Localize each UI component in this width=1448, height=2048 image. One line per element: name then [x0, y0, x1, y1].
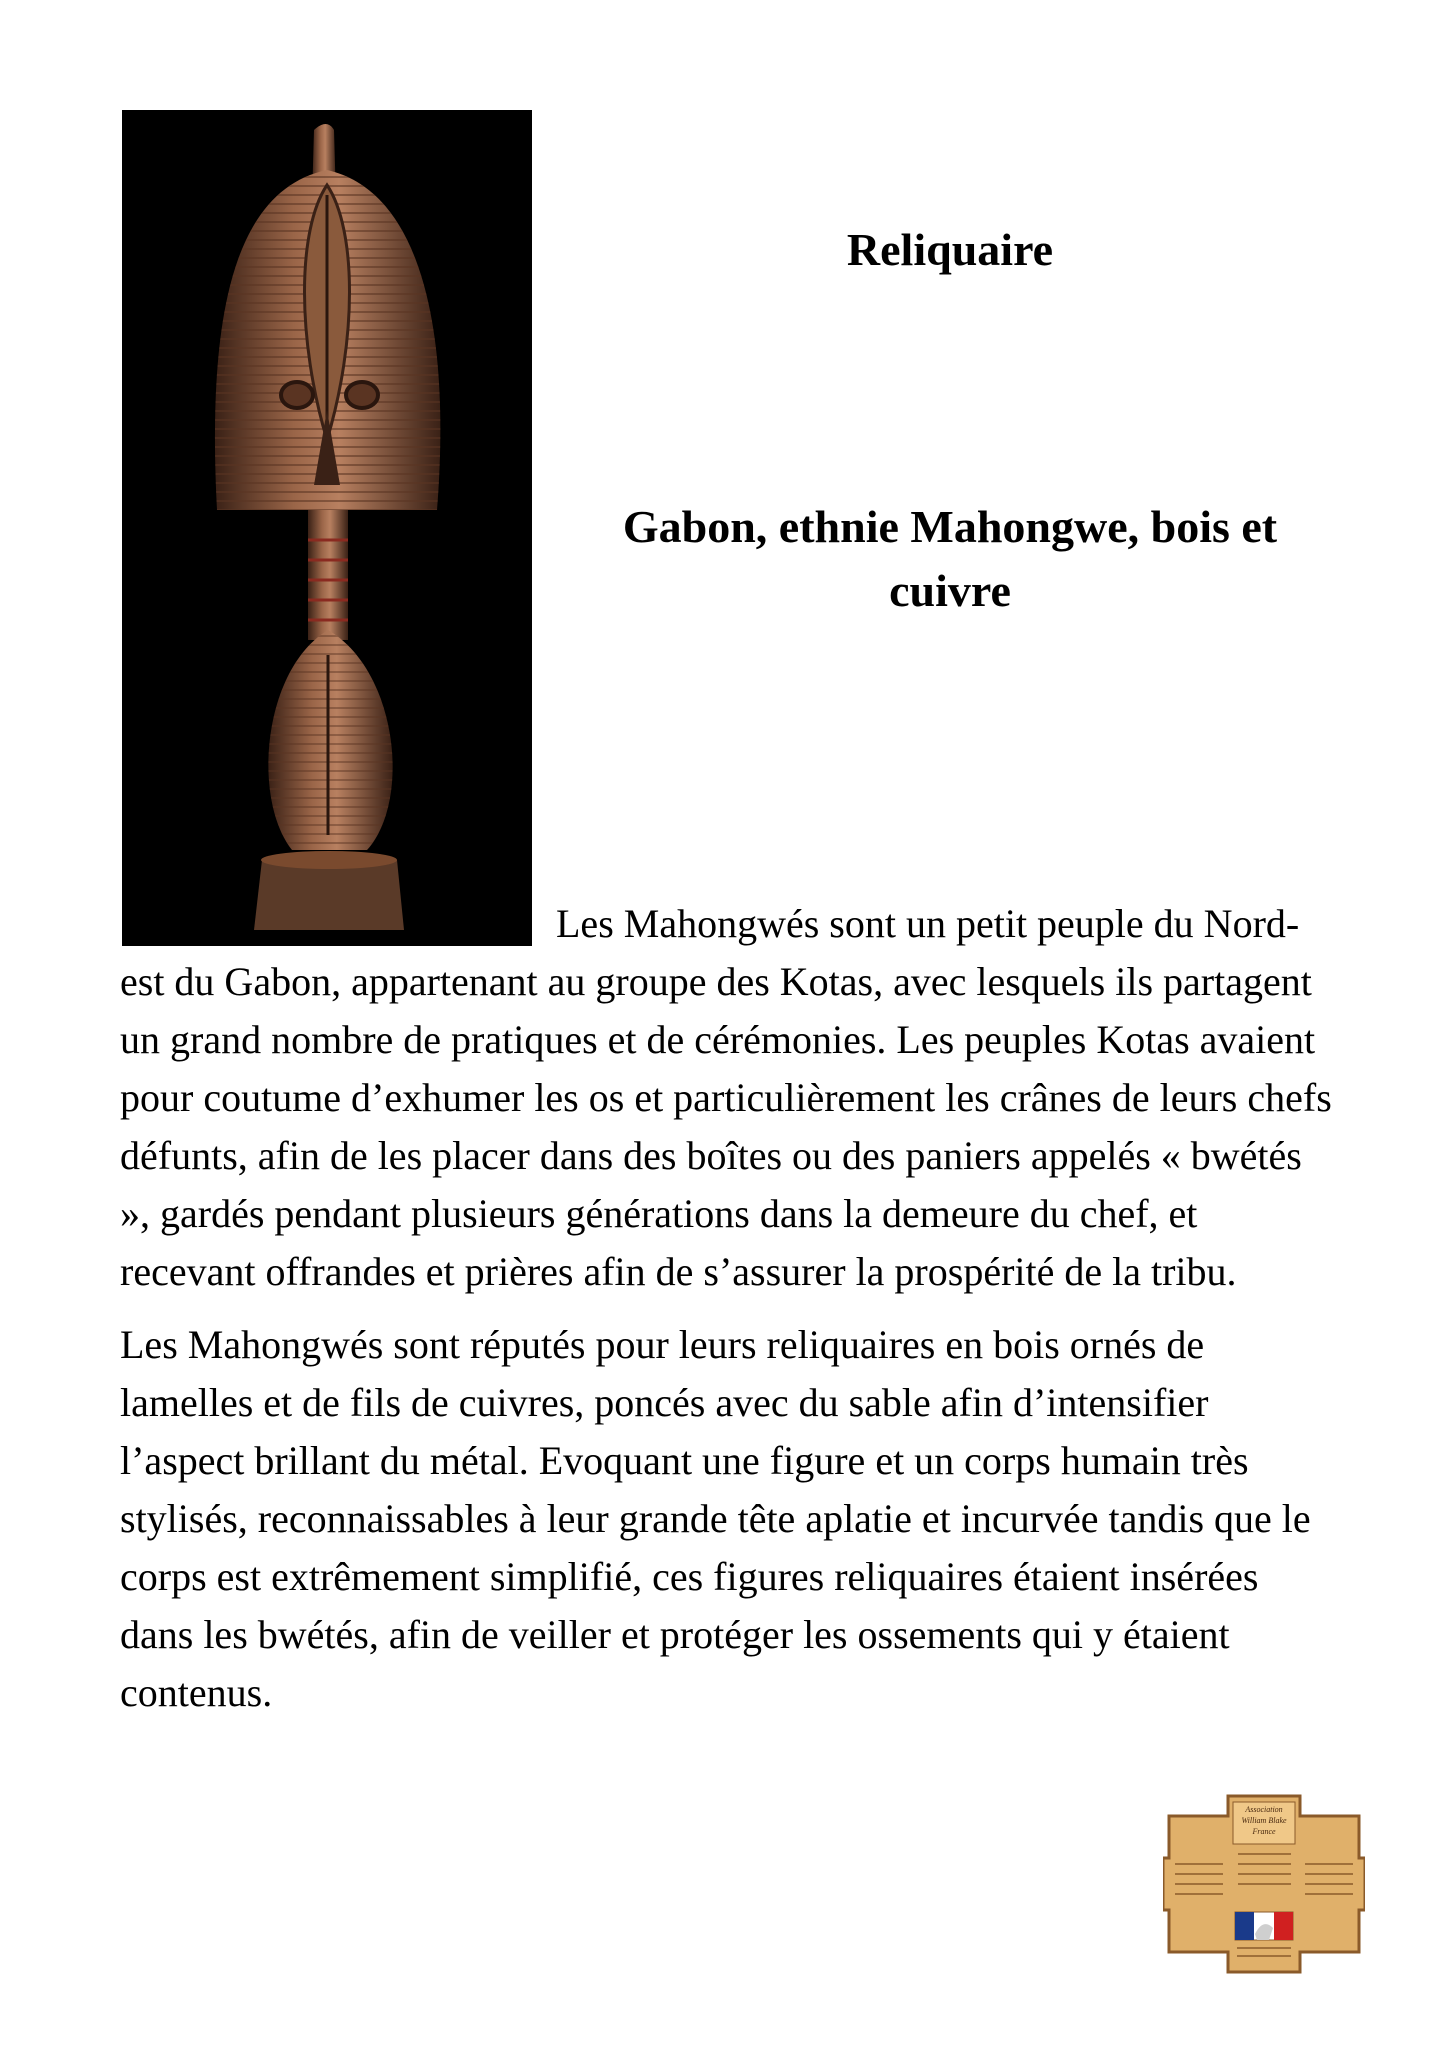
- paragraph-1: Les Mahongwés sont un petit peuple du Nord-est du Gabon, appartenant au groupe des Kotas, avec lesquels ils partagent un grand nombre de pratiques et de cérémonies. Les peuples Kotas avaient pour coutume d’exhumer les os et particulièrement les crânes de leurs chefs défunts, afin de les placer dans des boîtes ou des paniers appelés « bwétés », gardés pendant plusieurs générations dans la demeure du chef, et recevant offrandes et prières afin de s’assurer la prospérité de la tribu.: [120, 901, 1332, 1294]
- document-title: Reliquaire: [846, 224, 1054, 275]
- body-text: [120, 895, 1335, 1722]
- seal-logo: [1163, 1794, 1365, 1974]
- logo-line-1: Association: [1245, 1805, 1283, 1814]
- reliquary-photo: [122, 110, 532, 946]
- document-subtitle: Gabon, ethnie Mahongwe, bois et cuivre: [622, 501, 1278, 616]
- paragraph-2: Les Mahongwés sont réputés pour leurs reliquaires en bois ornés de lamelles et de fils de cuivres, poncés avec du sable afin d’intensifier l’aspect brillant du métal. Evoquant une figure et un corps humain très stylisés, reconnaissables à leur grande tête aplatie et incurvée tandis que le corps est extrêmement simplifié, ces figures reliquaires étaient insérées dans les bwétés, afin de veiller et protéger les ossements qui y étaient contenus.: [120, 1322, 1311, 1715]
- logo-line-3: France: [1252, 1827, 1276, 1836]
- logo-line-2: William Blake: [1241, 1816, 1287, 1825]
